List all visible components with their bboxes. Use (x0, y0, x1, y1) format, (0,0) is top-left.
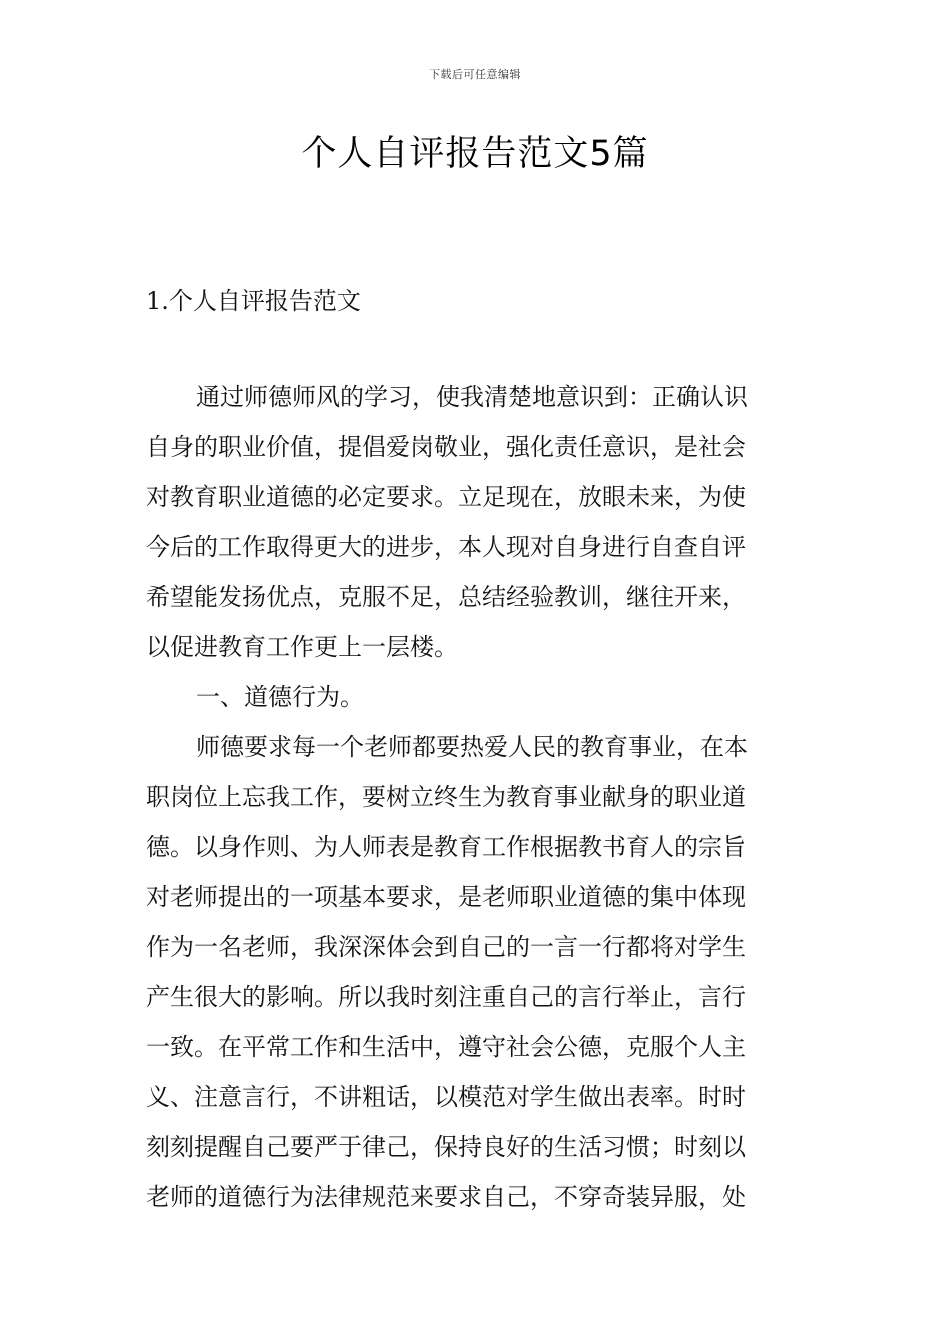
text-line: 德。以身作则、为人师表是教育工作根据教书育人的宗旨 (146, 833, 746, 861)
text-line: 以促进教育工作更上一层楼。 (146, 633, 458, 661)
body-text (146, 372, 806, 1222)
text-line: 职岗位上忘我工作，要树立终生为教育事业献身的职业道 (146, 783, 746, 811)
header-note: 下载后可任意编辑 (429, 68, 521, 81)
text-line: 对教育职业道德的必定要求。立足现在，放眼未来，为使 (146, 483, 746, 511)
text-line: 自身的职业价值，提倡爱岗敬业，强化责任意识，是社会 (146, 433, 746, 461)
text-line: 产生很大的影响。所以我时刻注重自己的言行举止，言行 (146, 983, 746, 1011)
section-heading: 1.个人自评报告范文 (146, 287, 361, 315)
document-title: 个人自评报告范文5篇 (301, 134, 649, 174)
text-line: 刻刻提醒自己要严于律己，保持良好的生活习惯；时刻以 (146, 1133, 746, 1161)
text-line: 义、注意言行，不讲粗话，以模范对学生做出表率。时时 (146, 1083, 746, 1111)
subsection-heading: 一、道德行为。 (196, 683, 364, 711)
text-line: 一致。在平常工作和生活中，遵守社会公德，克服个人主 (146, 1033, 746, 1061)
text-line: 通过师德师风的学习，使我清楚地意识到：正确认识 (196, 383, 748, 411)
text-line: 作为一名老师，我深深体会到自己的一言一行都将对学生 (146, 933, 746, 961)
text-line: 老师的道德行为法律规范来要求自己，不穿奇装异服，处 (146, 1183, 746, 1211)
text-line: 对老师提出的一项基本要求，是老师职业道德的集中体现 (146, 883, 746, 911)
text-line: 师德要求每一个老师都要热爱人民的教育事业，在本 (196, 733, 748, 761)
text-line: 希望能发扬优点，克服不足，总结经验教训，继往开来， (146, 583, 746, 611)
text-line: 今后的工作取得更大的进步，本人现对自身进行自查自评 (146, 533, 746, 561)
